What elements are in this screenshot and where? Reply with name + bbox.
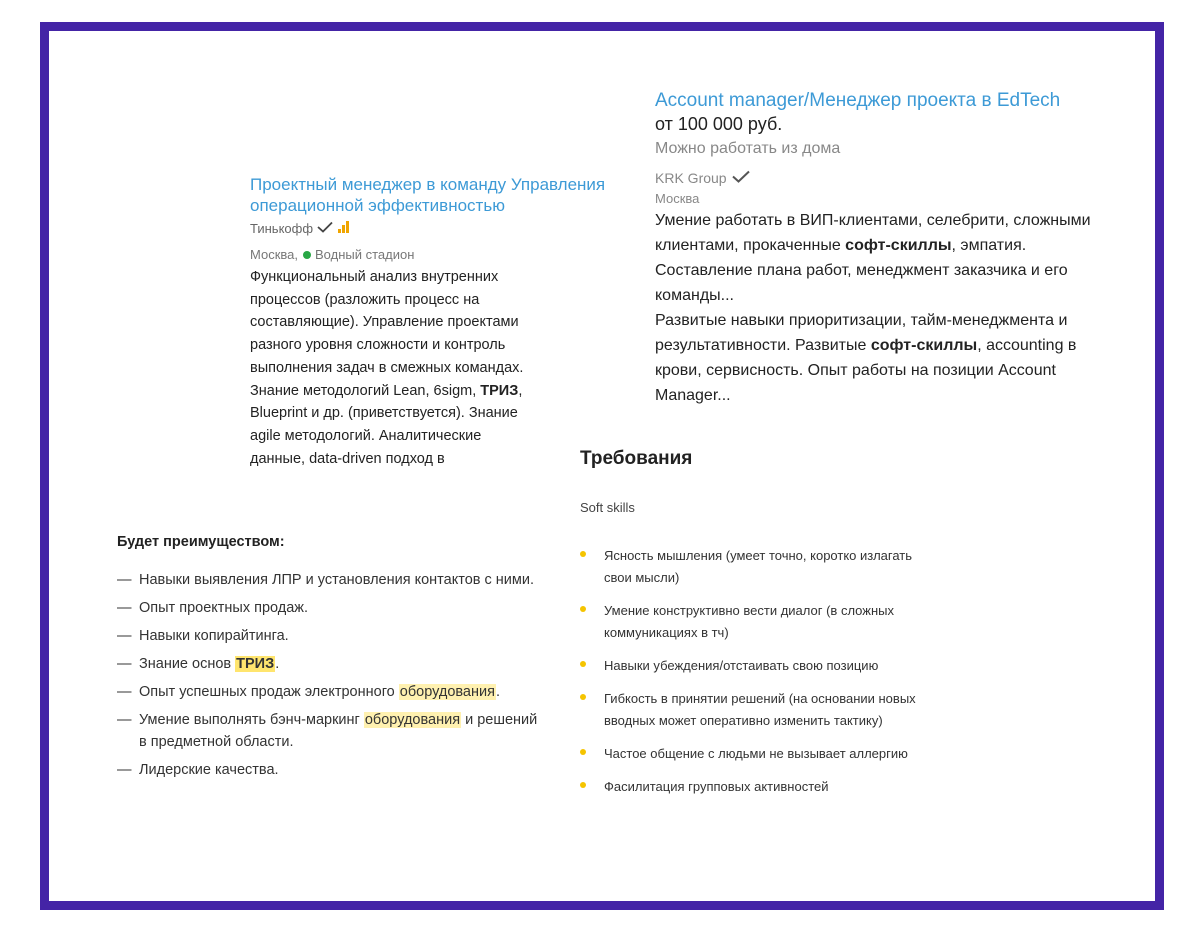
verified-check-icon [317,221,333,236]
dash-marker: — [117,684,132,700]
company-name[interactable]: KRK Group [655,170,727,186]
advantages-list [117,569,547,781]
requirement-item [580,545,934,589]
bold-keyword: софт-скиллы [870,337,978,354]
highlighted-keyword: оборудования [364,712,461,728]
salary: от 100 000 руб. [655,114,783,134]
requirement-item [580,600,934,644]
advantage-item [117,597,547,619]
text-run: Умение выполнять бэнч-маркинг [139,712,364,728]
requirement-text: Фасилитация групповых активностей [604,779,829,794]
requirement-item [580,655,934,677]
dash-marker: — [117,628,132,644]
bullet-icon [580,551,586,557]
requirements-list [580,545,980,798]
location-row [250,247,650,262]
vacancy-card-tinkoff [250,174,650,470]
remote-badge: Можно работать из дома [655,140,841,157]
vacancy-card-krk [655,89,1115,408]
requirement-item [580,688,934,732]
text-run: Умение работать в ВИП-клиентами, селебрити, сложными клиентами, прокаченные [655,212,1091,254]
advantage-item [117,681,547,703]
highlighted-keyword: ТРИЗ [236,656,275,672]
text-run: Опыт проектных продаж. [139,600,309,616]
advantage-item [117,709,547,753]
text-run: и решений в предметной области. [139,712,538,750]
advantage-item [117,625,547,647]
requirements-heading: Требования [580,448,693,469]
text-run: Развитые навыки приоритизации, тайм-менеджмента и результативности. Развитые [655,312,1068,354]
requirement-text: Навыки убеждения/отстаивать свою позицию [604,658,879,673]
requirement-text: Гибкость в принятии решений (на основании новых вводных может оперативно изменить тактику) [604,691,916,728]
dash-marker: — [117,572,132,588]
bullet-icon [580,749,586,755]
text-run: , accounting в крови, сервисность. Опыт работы на позиции Account Manager... [655,337,1077,404]
bullet-icon [580,606,586,612]
text-run: Лидерские качества. [139,762,279,778]
advantage-item [117,653,547,675]
metro-station: Водный стадион [315,247,415,262]
rating-bars-icon [337,220,351,237]
verified-check-icon [732,170,750,186]
dash-marker: — [117,762,132,778]
bold-keyword: ТРИЗ [480,382,519,399]
bold-keyword: софт-скиллы [845,237,952,254]
company-name[interactable]: Тинькофф [250,220,314,236]
text-run: Навыки копирайтинга. [139,628,289,644]
metro-dot-icon [303,251,311,259]
requirement-text: Умение конструктивно вести диалог (в сложных коммуникациях в тч) [604,603,894,640]
requirements-section [580,448,980,809]
soft-skills-subheading: Soft skills [580,500,635,515]
highlighted-keyword: оборудования [399,684,495,700]
vacancy-snippet [250,266,540,470]
text-run: . [275,656,280,672]
bullet-icon [580,782,586,788]
dash-marker: — [117,712,132,728]
requirement-item [580,743,934,765]
text-run: , Blueprint и др. (приветствуется). Знание agile методологий. Аналитические данные, data-driven подход в [250,382,523,467]
city: Москва [655,191,700,206]
vacancy-title-link[interactable]: Проектный менеджер в команду Управления операционной эффективностью [250,175,606,215]
dash-marker: — [117,600,132,616]
city: Москва, [250,247,298,262]
company-row [655,170,1115,186]
requirement-item [580,776,934,798]
text-run: Функциональный анализ внутренних процессов (разложить процесс на составляющие). Управление проектами разного уровня сложности и контроль выполнения задач в смежных командах. Знание методологий Lean, 6sigm, [250,269,524,399]
text-run: , эмпатия. Составление плана работ, менеджмент заказчика и его команды... [655,237,1068,304]
vacancy-snippet [655,208,1095,408]
advantage-item [117,759,547,781]
vacancy-title-link[interactable]: Account manager/Менеджер проекта в EdTech [655,90,1061,111]
company-row [250,218,650,238]
advantages-heading: Будет преимуществом: [117,534,285,550]
text-run: . [495,684,500,700]
text-run: Знание основ [139,656,236,672]
advantages-section [117,534,547,787]
text-run: Навыки выявления ЛПР и установления контактов с ними. [139,572,534,588]
dash-marker: — [117,656,132,672]
requirement-text: Частое общение с людьми не вызывает аллергию [604,746,908,761]
requirement-text: Ясность мышления (умеет точно, коротко излагать свои мысли) [604,548,913,585]
advantage-item [117,569,547,591]
bullet-icon [580,661,586,667]
bullet-icon [580,694,586,700]
text-run: Опыт успешных продаж электронного [139,684,399,700]
